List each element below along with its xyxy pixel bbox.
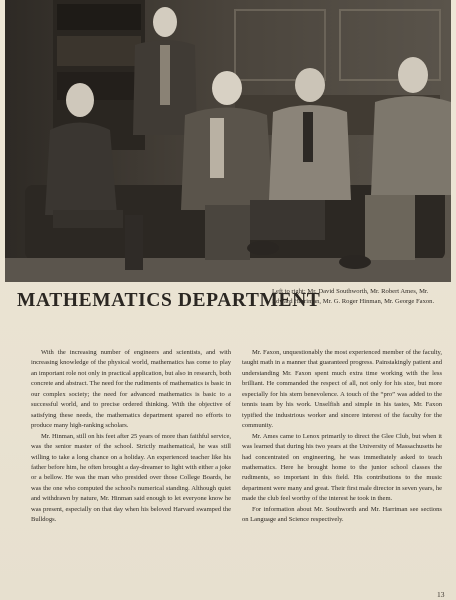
- paragraph: Mr. Faxon, unquestionably the most experienced member of the faculty, taught math in a manner that guaranteed progress. Painstakingly patient and understanding Mr. Faxon spent much extra time working with the less brilliant. He commanded the respect of all, not only for his size, but more especially for his stern benevolence. A touch of the “pro” was added to the tennis team by his work. Unselfish and simple in his tastes, Mr. Faxon typified the industrious worker and sincere interest of the faculty for the community.: [242, 349, 442, 430]
- page-number: 13: [437, 590, 445, 599]
- paragraph: Mr. Ames came to Lenox primarily to direct the Glee Club, but when it was learned that during his two years at the University of Massachusetts he had concentrated on engineering, he was immediately asked to teach mathematics. Here he brought home to the junior school classes the rudiments, so important in this field. His contributions to the music department were many and great. Their first male director in seven years, he made the club feel worthy of the interest he took in them.: [242, 432, 442, 503]
- page-title: MATHEMATICS DEPARTMENT: [17, 290, 321, 311]
- paragraph: For information about Mr. Southworth and Mr. Harriman see sections on Language and Science respectively.: [242, 505, 442, 524]
- photo-caption: Left to right: Mr. David Southworth, Mr. Robert Ames, Mr. Edward Harriman, Mr. G. Roger Hinman, Mr. George Faxon.: [272, 288, 435, 305]
- paragraph: Mr. Hinman, still on his feet after 25 years of more than faithful service, was the senior master of the school. Strictly mathematical, he was still willing to take a long chance on a holiday. An experienced teacher like his father before him, he often brought a day-dreamer to light with either a joke or a bellow. He was the man who presided over those College Boards, he was the one who computed the school's numerical standing. Although quiet and withdrawn by nature, Mr. Hinman said enough to let everyone know he was present, especially on that day when his beloved Harvard swamped the Bulldogs.: [31, 432, 231, 524]
- group-photo-icon: [5, 0, 451, 282]
- faculty-group-photo: [5, 0, 451, 282]
- paragraph: With the increasing number of engineers and scientists, and with increasing knowledge of the physical world, mathematics has come to play an important role not only in practical application, but also in research, both concrete and abstract. The need for the rudiments of mathematics is basic in our complex society; the need for advanced mathematics is basic to a successful world, and to precise ordered thinking. With the objective of satisfying these needs, the mathematics department spared no efforts to produce many high-ranking scholars.: [31, 349, 231, 430]
- right-text-column: [242, 348, 442, 526]
- left-text-column: [31, 348, 231, 526]
